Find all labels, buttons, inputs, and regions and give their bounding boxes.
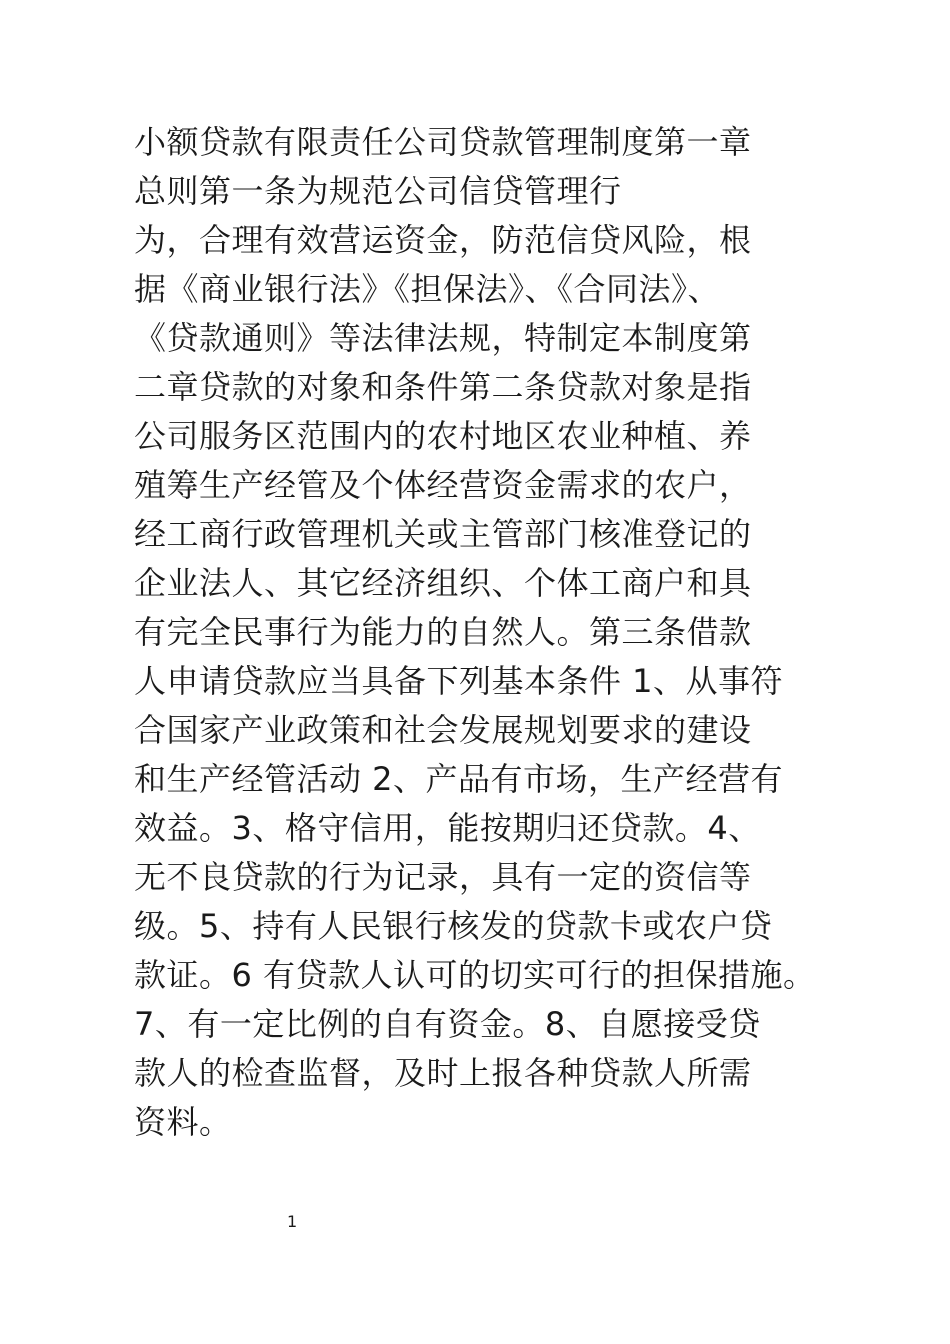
text-line: 和生产经管活动 2、产品有市场，生产经营有: [134, 760, 784, 798]
text-line: 殖筹生产经管及个体经营资金需求的农户，: [134, 466, 752, 504]
text-line: 经工商行政管理机关或主管部门核准登记的: [134, 515, 752, 553]
text-line: 总则第一条为规范公司信贷管理行: [134, 172, 622, 210]
body-text: [134, 118, 854, 1147]
text-line: 7、有一定比例的自有资金。8、自愿接受贷: [134, 1005, 761, 1043]
text-line: 款人的检查监督，及时上报各种贷款人所需: [134, 1054, 752, 1092]
text-line: 据《商业银行法》《担保法》、《合同法》、: [134, 270, 721, 308]
text-line: 有完全民事行为能力的自然人。第三条借款: [134, 613, 752, 651]
text-line: 合国家产业政策和社会发展规划要求的建设: [134, 711, 752, 749]
text-line: 企业法人、其它经济组织、个体工商户和具: [134, 564, 752, 602]
text-line: 《贷款通则》等法律法规，特制定本制度第: [134, 319, 752, 357]
text-line: 为，合理有效营运资金，防范信贷风险，根: [134, 221, 752, 259]
text-line: 人申请贷款应当具备下列基本条件 1、从事符: [134, 662, 784, 700]
text-line: 二章贷款的对象和条件第二条贷款对象是指: [134, 368, 752, 406]
text-line: 无不良贷款的行为记录，具有一定的资信等: [134, 858, 752, 896]
text-line: 级。5、持有人民银行核发的贷款卡或农户贷: [134, 907, 773, 945]
page-number: 1: [287, 1212, 298, 1231]
text-line: 款证。6 有贷款人认可的切实可行的担保措施。: [134, 956, 816, 994]
text-line: 小额贷款有限责任公司贷款管理制度第一章: [134, 123, 752, 161]
text-line: 效益。3、格守信用，能按期归还贷款。4、: [134, 809, 761, 847]
text-line: 资料。: [134, 1103, 232, 1141]
text-line: 公司服务区范围内的农村地区农业种植、养: [134, 417, 752, 455]
